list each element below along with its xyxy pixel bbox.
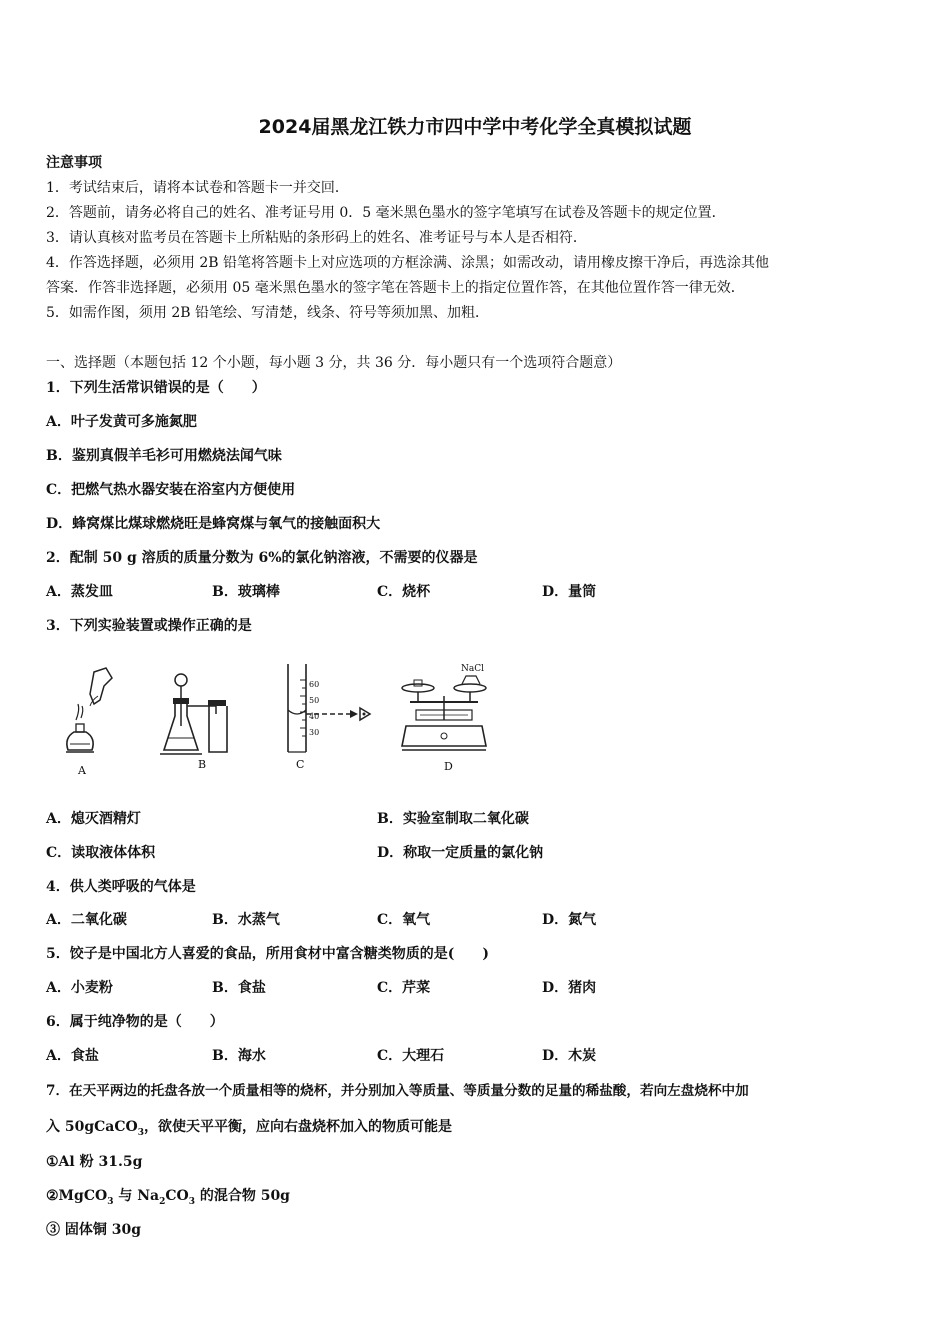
q5-option-d[interactable]: D．猪肉 <box>542 980 597 996</box>
q4-option-a[interactable]: A．二氧化碳 <box>46 912 127 928</box>
q5-option-c[interactable]: C．芹菜 <box>377 980 431 996</box>
question-6-stem: 6．属于纯净物的是（ ） <box>46 1014 224 1030</box>
q6-option-c[interactable]: C．大理石 <box>377 1048 445 1064</box>
q7-text: 的混合物 50g <box>194 1188 290 1204</box>
scale-tick: 30 <box>309 728 320 737</box>
notice-item: 3．请认真核对监考员在答题卡上所粘贴的条形码上的姓名、准考证号与本人是否相符． <box>46 230 587 246</box>
q2-option-d[interactable]: D．量筒 <box>542 584 597 600</box>
figure-d-balance <box>396 668 492 760</box>
q7-item-1: ①Al 粉 31.5g <box>46 1154 143 1170</box>
page-title: 2024届黑龙江铁力市四中学中考化学全真模拟试题 <box>258 116 692 138</box>
q7-text: 与 Na <box>113 1188 160 1204</box>
notice-item: 答案．作答非选择题，必须用 05 毫米黑色墨水的签字笔在答题卡上的指定位置作答，在其他位置作答一律无效． <box>46 280 745 296</box>
q5-option-a[interactable]: A．小麦粉 <box>46 980 113 996</box>
q3-option-b[interactable]: B．实验室制取二氧化碳 <box>377 811 529 827</box>
notice-item: 5．如需作图，须用 2B 铅笔绘、写清楚，线条、符号等须加黑、加粗． <box>46 305 490 321</box>
scale-tick: 40 <box>309 712 320 721</box>
q7-item-3: ③ 固体铜 30g <box>46 1222 142 1238</box>
q7-text: CO <box>165 1188 189 1204</box>
notice-item: 2．答题前，请务必将自己的姓名、准考证号用 0．5 毫米黑色墨水的签字笔填写在试卷及答题卡的规定位置． <box>46 205 726 221</box>
q5-option-b[interactable]: B．食盐 <box>212 980 266 996</box>
question-5-stem: 5．饺子是中国北方人喜爱的食品，所用食材中富含糖类物质的是( ) <box>46 946 489 962</box>
notice-item: 1．考试结束后，请将本试卷和答题卡一并交回． <box>46 180 349 196</box>
q1-option-c[interactable]: C．把燃气热水器安装在浴室内方便使用 <box>46 482 296 498</box>
scale-tick: 60 <box>309 680 320 689</box>
figure-a-label: A <box>78 764 86 777</box>
q1-option-d[interactable]: D．蜂窝煤比煤球燃烧旺是蜂窝煤与氧气的接触面积大 <box>46 516 381 532</box>
q7-item-2 <box>46 1185 290 1207</box>
q7-text: ，欲使天平平衡，应向右盘烧杯加入的物质可能是 <box>143 1119 452 1135</box>
q2-option-a[interactable]: A．蒸发皿 <box>46 584 113 600</box>
q2-option-c[interactable]: C．烧杯 <box>377 584 431 600</box>
subscript: 3 <box>107 1196 114 1207</box>
scale-tick: 50 <box>309 696 320 705</box>
figure-c-label: C <box>296 758 305 771</box>
question-4-stem: 4．供人类呼吸的气体是 <box>46 879 196 895</box>
q4-option-d[interactable]: D．氮气 <box>542 912 597 928</box>
notice-item: 4．作答选择题，必须用 2B 铅笔将答题卡上对应选项的方框涂满、涂黑；如需改动，请用橡皮擦干净后，再选涂其他 <box>46 255 769 271</box>
q7-text: 入 50gCaCO <box>46 1119 138 1135</box>
question-3-stem: 3．下列实验装置或操作正确的是 <box>46 618 252 634</box>
subscript: 2 <box>159 1196 166 1207</box>
notice-heading: 注意事项 <box>46 155 102 171</box>
question-7-stem-line1: 7．在天平两边的托盘各放一个质量相等的烧杯，并分别加入等质量、等质量分数的足量的稀盐酸，若向左盘烧杯中加 <box>46 1083 749 1099</box>
q1-option-b[interactable]: B．鉴别真假羊毛衫可用燃烧法闻气味 <box>46 448 282 464</box>
q4-option-c[interactable]: C．氧气 <box>377 912 431 928</box>
question-2-stem: 2．配制 50 g 溶质的质量分数为 6%的氯化钠溶液，不需要的仪器是 <box>46 550 478 566</box>
q3-option-a[interactable]: A．熄灭酒精灯 <box>46 811 141 827</box>
figure-a-alcohol-lamp <box>54 660 124 765</box>
section-heading: 一、选择题（本题包括 12 个小题，每小题 3 分，共 36 分．每小题只有一个选项符合题意） <box>46 355 622 371</box>
q3-option-d[interactable]: D．称取一定质量的氯化钠 <box>377 845 544 861</box>
q6-option-b[interactable]: B．海水 <box>212 1048 266 1064</box>
figure-c-cylinder-reading <box>278 660 388 760</box>
question-1-stem: 1．下列生活常识错误的是（ ） <box>46 380 266 396</box>
q7-text: ②MgCO <box>46 1188 108 1204</box>
q2-option-b[interactable]: B．玻璃棒 <box>212 584 280 600</box>
figure-d-label: D <box>444 760 453 773</box>
figure-b-gas-apparatus <box>156 666 246 761</box>
q4-option-b[interactable]: B．水蒸气 <box>212 912 280 928</box>
subscript: 3 <box>137 1127 144 1138</box>
nacl-label: NaCl <box>461 664 485 674</box>
figure-b-label: B <box>198 758 207 771</box>
q1-option-a[interactable]: A．叶子发黄可多施氮肥 <box>46 414 197 430</box>
q6-option-a[interactable]: A．食盐 <box>46 1048 99 1064</box>
question-7-stem-line2 <box>46 1116 452 1138</box>
subscript: 3 <box>188 1196 195 1207</box>
q3-option-c[interactable]: C．读取液体体积 <box>46 845 156 861</box>
q3-figures <box>46 660 486 780</box>
q6-option-d[interactable]: D．木炭 <box>542 1048 597 1064</box>
